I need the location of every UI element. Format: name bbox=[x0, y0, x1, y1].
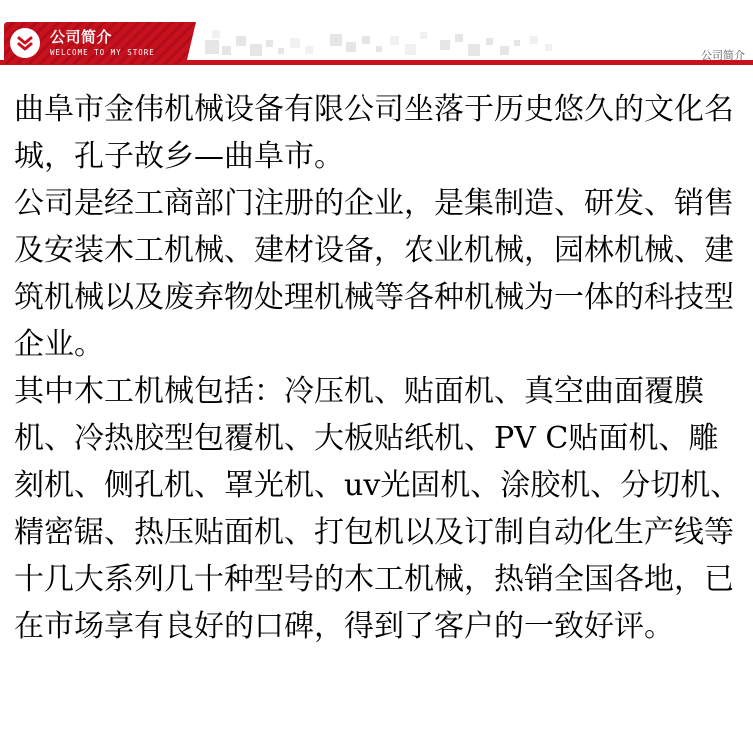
header-badge bbox=[4, 22, 194, 64]
intro-paragraph: 曲阜市金伟机械设备有限公司坐落于历史悠久的文化名城，孔子故乡—曲阜市。 bbox=[14, 92, 734, 174]
section-title: 公司简介 bbox=[50, 27, 113, 46]
section-subtitle: WELCOME TO MY STORE bbox=[50, 47, 155, 57]
section-label-right: 公司简介 bbox=[701, 49, 745, 62]
company-intro-body bbox=[14, 86, 744, 650]
header-badge-text bbox=[50, 27, 155, 57]
intro-paragraph: 公司是经工商部门注册的企业，是集制造、研发、销售及安装木工机械、建材设备，农业机械，园林机械、建筑机械以及废弃物处理机械等各种机械为一体的科技型企业。 bbox=[14, 186, 734, 362]
intro-paragraph: 其中木工机械包括：冷压机、贴面机、真空曲面覆膜机、冷热胶型包覆机、大板贴纸机、PV C贴面机、雕刻机、侧孔机、罩光机、uv光固机、涂胶机、分切机、精密锯、热压贴面机、打包机以及订制自动化生产线等十几大系列几十种型号的木工机械，热销全国各地，已在市场享有良好的口碑，得到了客户的一致好评。 bbox=[14, 374, 741, 644]
chevron-down-icon bbox=[10, 28, 40, 58]
section-header bbox=[0, 0, 753, 66]
